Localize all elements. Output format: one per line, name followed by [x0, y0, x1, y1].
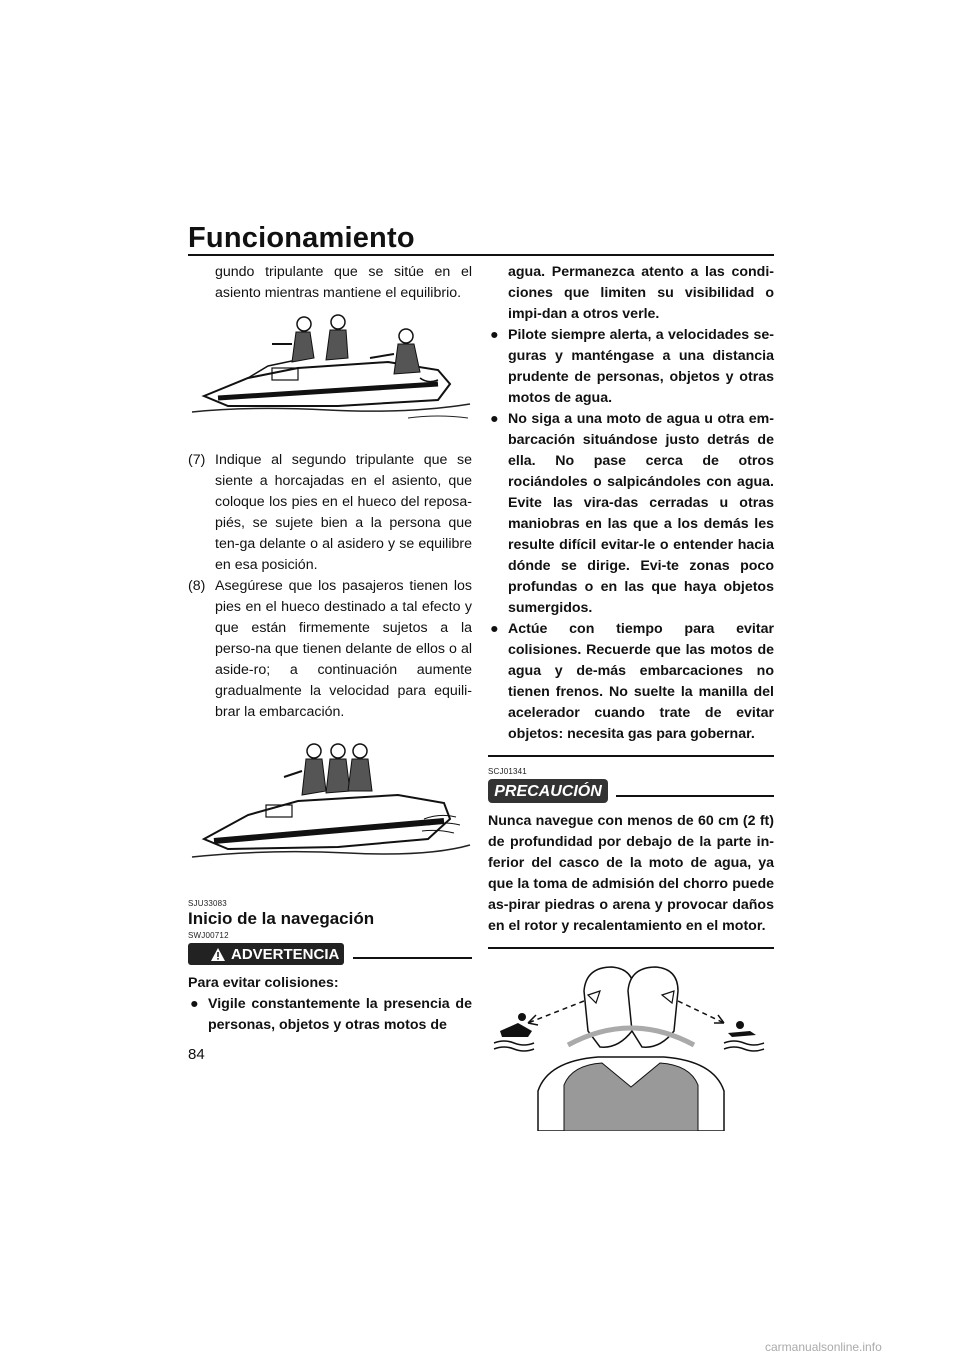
- step-text: Indique al segundo tripulante que se siente a horcajadas en el asiento, que coloque los pies en el hueco del reposa-piés, se sujete bien a la persona que ten-ga delante o al asidero y se equilibre en esa posición.: [215, 452, 472, 573]
- fig1-image: [188, 314, 472, 434]
- bullet-icon: ●: [490, 411, 499, 427]
- bullet-icon: ●: [490, 621, 499, 637]
- warning-rule: [353, 957, 472, 959]
- section-heading: Inicio de la navegación: [188, 909, 375, 928]
- fig3-image: [488, 961, 774, 1131]
- step-8: [188, 576, 472, 723]
- watercraft-three-riders-icon: [188, 739, 472, 879]
- caution-end-rule: [488, 947, 774, 949]
- warning-badge: [188, 943, 344, 965]
- warning-bullet: [488, 619, 774, 745]
- watermark-text: carmanualsonline.info: [765, 1340, 882, 1354]
- warning-code: SWJ00712: [188, 931, 229, 940]
- header-divider: [188, 254, 774, 256]
- caution-badge: [488, 779, 608, 803]
- warning-label: ADVERTENCIA: [231, 945, 340, 963]
- caution-header: [488, 779, 774, 805]
- caution-text: Nunca navegue con menos de 60 cm (2 ft) de profundidad por debajo de la parte in-ferior del casco de la moto de agua, ya que la toma de admisión del chorro puede as-pirar piedras o arena y provocar daños en el rotor y recalentamiento en el motor.: [488, 813, 774, 934]
- bullet-icon: ●: [190, 996, 199, 1012]
- fig2-image: [188, 739, 472, 879]
- page-title: Funcionamiento: [188, 222, 415, 254]
- warning-bullet: [488, 325, 774, 409]
- bullet-text: Actúe con tiempo para evitar colisiones. Recuerde que las motos de agua y de-más embarcaciones no tienen frenos. No suelte la manilla del acelerador cuando trate de evitar objetos: necesita gas para gobernar.: [508, 621, 774, 742]
- warning-triangle-icon: [210, 947, 226, 962]
- left-column: [188, 262, 472, 1036]
- caution-rule: [616, 795, 774, 797]
- step-7: [188, 450, 472, 576]
- right-column: [488, 262, 774, 1131]
- warning-continuation: agua. Permanezca atento a las condi-ciones que limiten su visibilidad o impi-dan a otros verle.: [508, 264, 774, 322]
- warning-end-rule: [488, 755, 774, 757]
- warning-bullet: [488, 409, 774, 619]
- section-code: SJU33083: [188, 899, 227, 908]
- rider-looking-around-icon: [488, 961, 774, 1131]
- intro-paragraph: gundo tripulante que se sitúe en el asiento mientras mantiene el equilibrio.: [215, 264, 472, 301]
- watercraft-two-riders-icon: [188, 314, 472, 434]
- page-number: 84: [188, 1046, 205, 1063]
- bullet-icon: ●: [490, 327, 499, 343]
- bullet-text: Vigile constantemente la presencia de personas, objetos y otras motos de: [208, 996, 472, 1033]
- warning-header: [188, 943, 472, 967]
- warning-bullet: [188, 994, 472, 1036]
- step-number: (7): [188, 452, 206, 468]
- step-number: (8): [188, 578, 206, 594]
- caution-code: SCJ01341: [488, 767, 527, 776]
- bullet-text: Pilote siempre alerta, a velocidades se-guras y manténgase a una distancia prudente de personas, objetos y otras motos de agua.: [508, 327, 774, 406]
- warning-intro: Para evitar colisiones:: [188, 975, 339, 991]
- bullet-text: No siga a una moto de agua u otra em-barcación situándose justo detrás de ella. No pase cerca de otros rociándoles o salpicándoles con agua. Evite las vira-das cerradas u otras maniobras en las que a los demás les resulte difícil evitar-le o entender hacia dónde se dirige. Evi-te zonas poco profundas o en las que haya objetos sumergidos.: [508, 411, 774, 616]
- caution-label: PRECAUCIÓN: [494, 782, 602, 800]
- step-text: Asegúrese que los pasajeros tienen los pies en el hueco destinado a tal efecto y que están firmemente sujetos a la perso-na que tienen delante de ellos o al aside-ro; a continuación aumente gradualmente la velocidad para equili-brar la embarcación.: [215, 578, 472, 720]
